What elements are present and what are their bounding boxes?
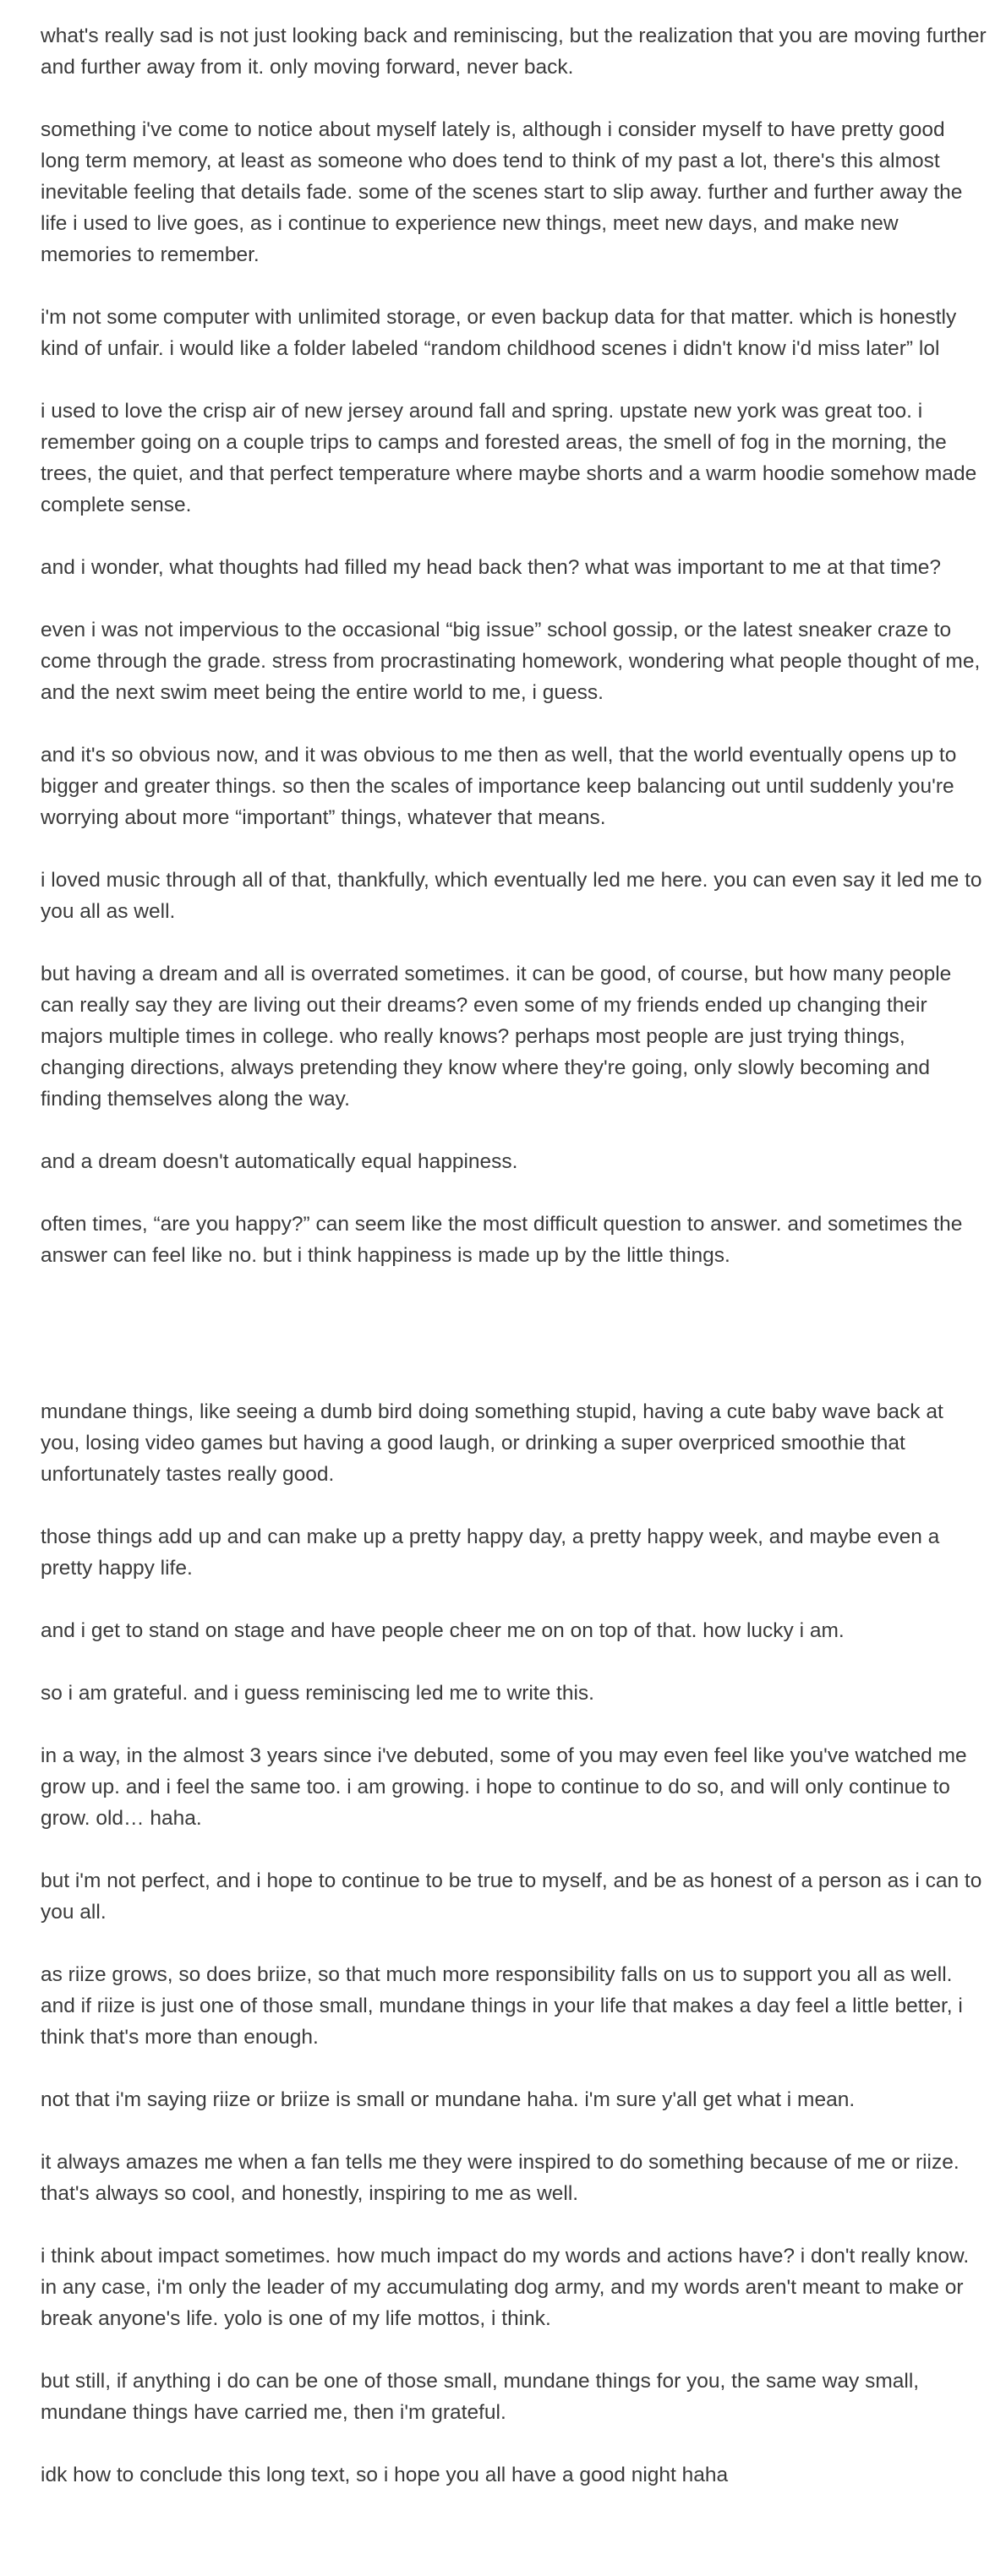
paragraph-20: it always amazes me when a fan tells me they were inspired to do something because of me or riize. that's always so cool, and honestly, inspiring to me as well. xyxy=(41,2151,960,2205)
paragraph-6: even i was not impervious to the occasional “big issue” school gossip, or the latest sneaker craze to come through the grade. stress from procrastinating homework, wondering what people thought of me, and the next swim meet being the entire world to me, i guess. xyxy=(41,619,981,704)
paragraph-1: what's really sad is not just looking back and reminiscing, but the realization that you are moving further and further away from it. only moving forward, never back. xyxy=(41,25,987,79)
paragraph-16: in a way, in the almost 3 years since i've debuted, some of you may even feel like you've watched me grow up. and i feel the same too. i am growing. i hope to continue to do so, and will only continue to grow. old… haha. xyxy=(41,1744,967,1830)
paragraph-15: so i am grateful. and i guess reminiscing led me to write this. xyxy=(41,1682,594,1705)
paragraph-3: i'm not some computer with unlimited storage, or even backup data for that matter. which is honestly kind of unfair. i would like a folder labeled “random childhood scenes i didn't know i'd miss later” lol xyxy=(41,306,957,360)
paragraph-18: as riize grows, so does briize, so that much more responsibility falls on us to support you all as well. and if riize is just one of those small, mundane things in your life that makes a day feel a little better, i think that's more than enough. xyxy=(41,1963,963,2049)
paragraph-14: and i get to stand on stage and have people cheer me on on top of that. how lucky i am. xyxy=(41,1619,845,1642)
paragraph-19: not that i'm saying riize or briize is small or mundane haha. i'm sure y'all get what i mean. xyxy=(41,2088,856,2111)
paragraph-11: often times, “are you happy?” can seem like the most difficult question to answer. and sometimes the answer can feel like no. but i think happiness is made up by the little things. xyxy=(41,1213,963,1267)
paragraph-12: mundane things, like seeing a dumb bird doing something stupid, having a cute baby wave back at you, losing video games but having a good laugh, or drinking a super overpriced smoothie that unfortunately tastes really good. xyxy=(41,1400,943,1486)
paragraph-10: and a dream doesn't automatically equal happiness. xyxy=(41,1150,518,1173)
paragraph-5: and i wonder, what thoughts had filled my head back then? what was important to me at that time? xyxy=(41,556,942,579)
paragraph-4: i used to love the crisp air of new jersey around fall and spring. upstate new york was great too. i remember going on a couple trips to camps and forested areas, the smell of fog in the morning, the trees, the quiet, and that perfect temperature where maybe shorts and a warm hoodie somehow made complete sense. xyxy=(41,400,977,516)
paragraph-8: i loved music through all of that, thankfully, which eventually led me here. you can even say it led me to you all as well. xyxy=(41,869,982,923)
paragraph-2: something i've come to notice about myself lately is, although i consider myself to have pretty good long term memory, at least as someone who does tend to think of my past a lot, there's this almost inevitable feeling that details fade. some of the scenes start to slip away. further and further away the life i used to live goes, as i continue to experience new things, meet new days, and make new memories to remember. xyxy=(41,118,963,266)
paragraph-23: idk how to conclude this long text, so i hope you all have a good night haha xyxy=(41,2464,729,2486)
note-body xyxy=(41,20,987,2522)
paragraph-22: but still, if anything i do can be one of those small, mundane things for you, the same way small, mundane things have carried me, then i'm grateful. xyxy=(41,2370,920,2424)
paragraph-21: i think about impact sometimes. how much impact do my words and actions have? i don't really know. in any case, i'm only the leader of my accumulating dog army, and my words aren't meant to make or break anyone's life. yolo is one of my life mottos, i think. xyxy=(41,2245,970,2330)
paragraph-9: but having a dream and all is overrated sometimes. it can be good, of course, but how many people can really say they are living out their dreams? even some of my friends ended up changing their majors multiple times in college. who really knows? perhaps most people are just trying things, changing directions, always pretending they know where they're going, only slowly becoming and finding themselves along the way. xyxy=(41,963,952,1111)
paragraph-7: and it's so obvious now, and it was obvious to me then as well, that the world eventually opens up to bigger and greater things. so then the scales of importance keep balancing out until suddenly you're worrying about more “important” things, whatever that means. xyxy=(41,744,957,829)
paragraph-13: those things add up and can make up a pretty happy day, a pretty happy week, and maybe even a pretty happy life. xyxy=(41,1525,940,1580)
paragraph-17: but i'm not perfect, and i hope to continue to be true to myself, and be as honest of a person as i can to you all. xyxy=(41,1869,982,1924)
